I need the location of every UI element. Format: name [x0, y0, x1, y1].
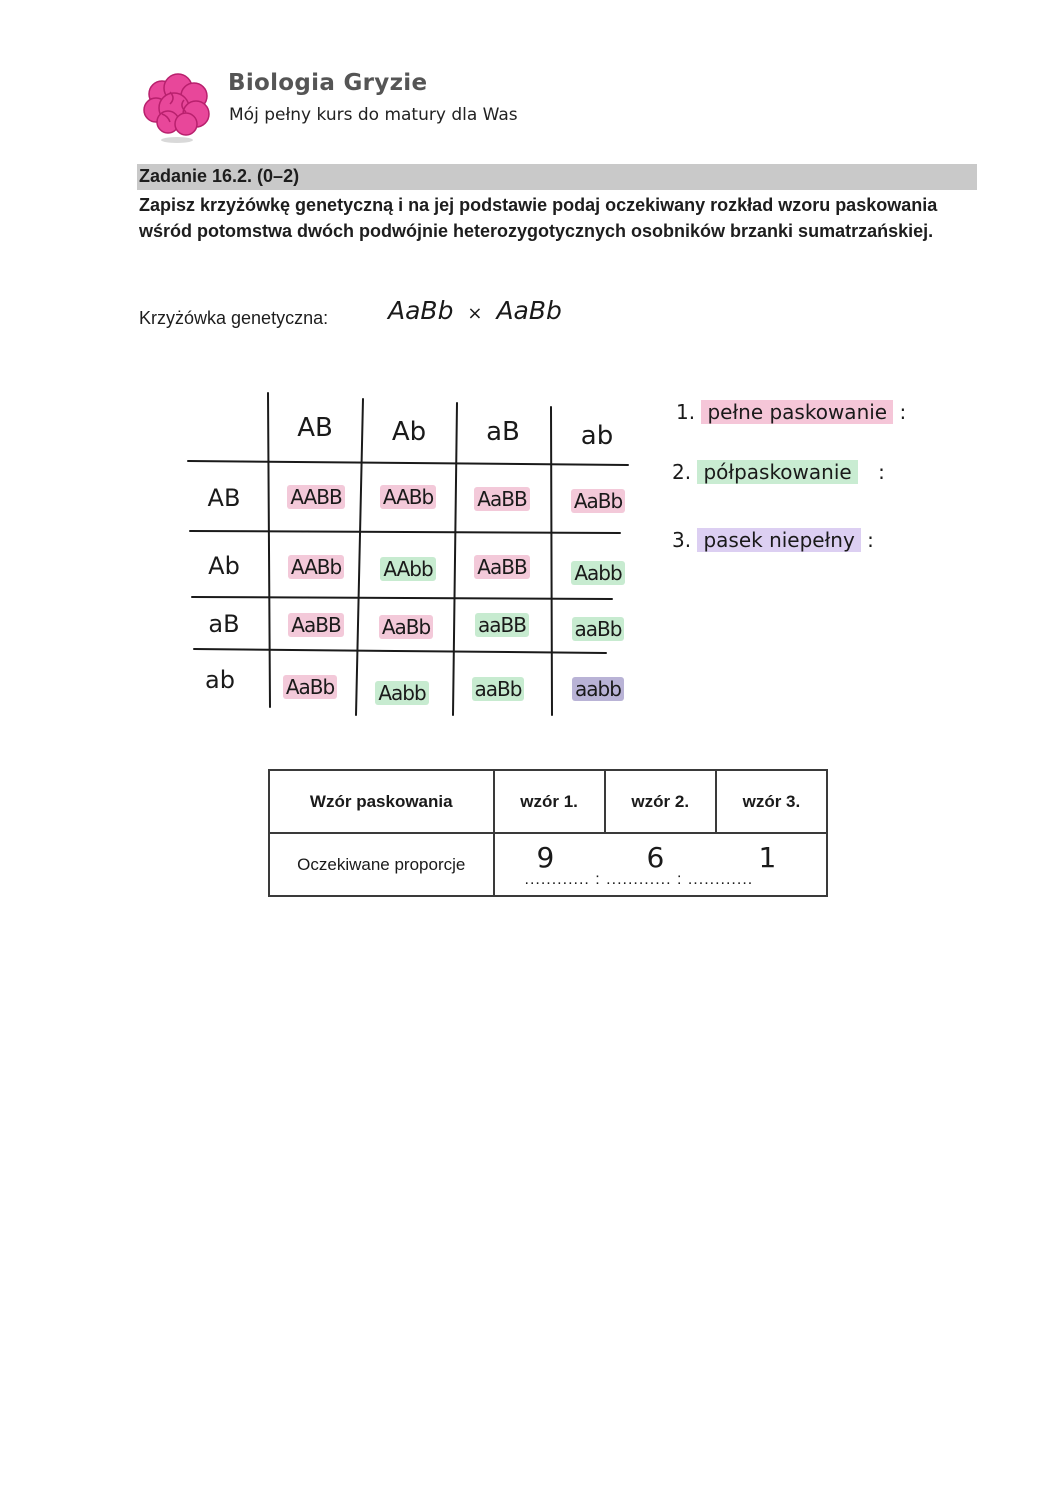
gamete-top-1: AB	[297, 413, 333, 443]
brand-subtitle: Mój pełny kurs do matury dla Was	[229, 105, 518, 125]
task-instructions: Zapisz krzyżówkę genetyczną i na jej podstawie podaj oczekiwany rozkład wzoru paskowania wśród potomstwa dwóch podwójnie heterozygotycznych osobników brzanki sumatrzańskiej.	[139, 195, 938, 241]
legend-item-3	[672, 528, 874, 552]
legend-number: 2.	[672, 460, 692, 484]
punnett-cell: AaBb	[264, 661, 356, 713]
result-col-2: wzór 2.	[605, 770, 716, 833]
punnett-cell: aaBb	[552, 603, 644, 655]
legend-item-1	[676, 400, 906, 424]
punnett-cell: aaBB	[456, 599, 548, 651]
punnett-cell: AABb	[362, 471, 454, 523]
result-row-label: Oczekiwane proporcje	[269, 833, 494, 896]
gamete-side-4: ab	[205, 666, 235, 694]
punnett-square	[180, 385, 660, 725]
proportions-answer	[494, 833, 828, 896]
ratio-value-3: 1	[758, 840, 777, 874]
legend-suffix: :	[899, 400, 907, 424]
punnett-cell: AaBB	[456, 541, 548, 593]
cross-label: Krzyżówka genetyczna:	[139, 308, 329, 328]
legend-number: 3.	[672, 528, 692, 552]
punnett-cell: aabb	[552, 663, 644, 715]
punnett-cell: AABB	[270, 471, 362, 523]
brand-title: Biologia Gryzie	[228, 70, 428, 96]
punnett-cell: Aabb	[356, 667, 448, 719]
ratio-dots: ............ : ............ : ............	[524, 870, 754, 888]
legend-text: pełne paskowanie	[701, 400, 893, 424]
legend-text: pasek niepełny	[697, 528, 860, 552]
ratio-value-1: 9	[536, 840, 555, 874]
punnett-cell: AaBb	[552, 475, 644, 527]
result-col-3: wzór 3.	[716, 770, 827, 833]
ratio-value-2: 6	[646, 840, 665, 874]
punnett-cell: AaBB	[270, 599, 362, 651]
legend-item-2	[672, 460, 885, 484]
cross-formula	[388, 296, 562, 325]
gamete-side-3: aB	[208, 610, 240, 638]
gamete-top-4: ab	[580, 421, 614, 451]
legend-number: 1.	[676, 400, 696, 424]
result-table	[268, 769, 828, 897]
gamete-side-1: AB	[207, 484, 241, 512]
gamete-top-3: aB	[486, 417, 520, 447]
parent-2-genotype: AaBb	[496, 296, 562, 325]
legend-suffix: :	[878, 460, 885, 484]
cross-symbol: ×	[467, 303, 483, 324]
task-title: Zadanie 16.2. (0–2)	[139, 166, 300, 186]
punnett-cell: AAbb	[362, 543, 454, 595]
gamete-side-2: Ab	[208, 552, 240, 580]
result-col-1: wzór 1.	[494, 770, 605, 833]
punnett-cell: AABb	[270, 541, 362, 593]
punnett-cell: Aabb	[552, 547, 644, 599]
parent-1-genotype: AaBb	[388, 296, 454, 325]
punnett-cell: aaBb	[452, 663, 544, 715]
punnett-cell: AaBB	[456, 473, 548, 525]
result-header-label: Wzór paskowania	[269, 770, 494, 833]
legend-text: półpaskowanie	[697, 460, 857, 484]
gamete-top-2: Ab	[391, 417, 427, 447]
legend-suffix: :	[867, 528, 874, 552]
brain-icon	[140, 70, 214, 146]
punnett-cell: AaBb	[360, 601, 452, 653]
